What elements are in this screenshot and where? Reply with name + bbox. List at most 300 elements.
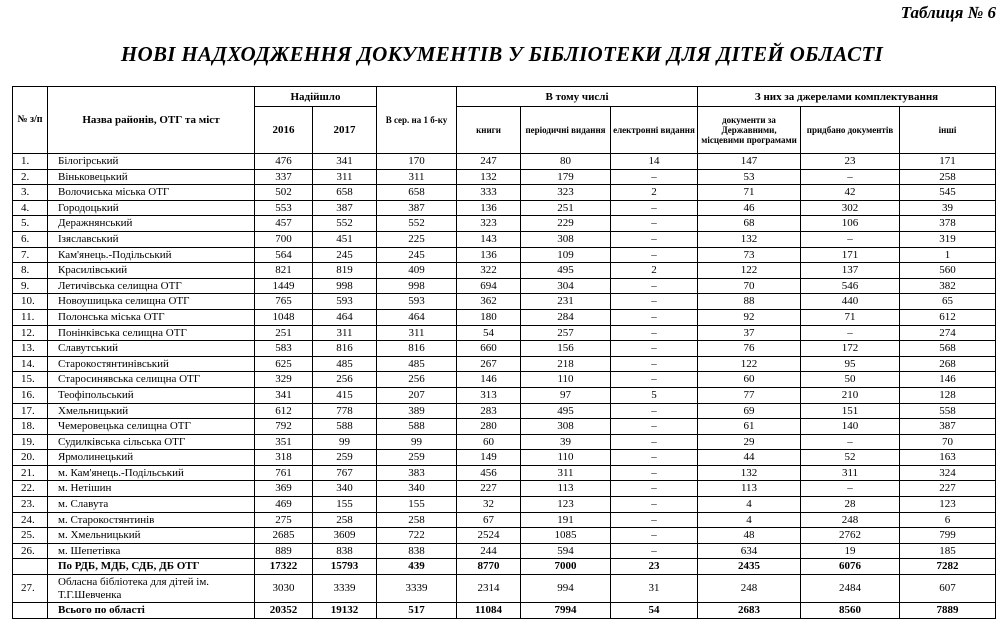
table-row [13, 372, 996, 388]
cell-other: 382 [900, 278, 996, 294]
cell-2017: 593 [313, 294, 377, 310]
cell-state-programs: 53 [698, 169, 801, 185]
cell-2016: 612 [255, 403, 313, 419]
cell-other: 6 [900, 512, 996, 528]
cell-books: 146 [457, 372, 521, 388]
cell-periodicals: 7000 [521, 559, 611, 575]
cell-bought: 6076 [801, 559, 900, 575]
cell-number: 9. [13, 278, 48, 294]
cell-state-programs: 60 [698, 372, 801, 388]
cell-state-programs: 4 [698, 512, 801, 528]
cell-2016: 1449 [255, 278, 313, 294]
cell-number: 19. [13, 434, 48, 450]
cell-number [13, 603, 48, 619]
cell-2016: 553 [255, 200, 313, 216]
cell-other: 268 [900, 356, 996, 372]
header-received: Надійшло [255, 87, 377, 107]
cell-number: 25. [13, 528, 48, 544]
cell-periodicals: 110 [521, 372, 611, 388]
cell-electronic: – [611, 341, 698, 357]
table-row [13, 543, 996, 559]
cell-electronic: 14 [611, 154, 698, 170]
cell-number: 20. [13, 450, 48, 466]
cell-other: 319 [900, 231, 996, 247]
cell-books: 54 [457, 325, 521, 341]
cell-name: Летичівська селищна ОТГ [48, 278, 255, 294]
cell-name: м. Кам'янець.-Подільський [48, 465, 255, 481]
cell-state-programs: 132 [698, 231, 801, 247]
cell-state-programs: 113 [698, 481, 801, 497]
cell-2016: 337 [255, 169, 313, 185]
cell-other: 1 [900, 247, 996, 263]
cell-bought: 2484 [801, 575, 900, 603]
table-row [13, 387, 996, 403]
cell-electronic: 54 [611, 603, 698, 619]
cell-bought: 151 [801, 403, 900, 419]
cell-other: 545 [900, 185, 996, 201]
cell-2016: 761 [255, 465, 313, 481]
cell-periodicals: 495 [521, 403, 611, 419]
cell-electronic: – [611, 309, 698, 325]
cell-average: 998 [377, 278, 457, 294]
cell-other: 65 [900, 294, 996, 310]
cell-periodicals: 257 [521, 325, 611, 341]
cell-electronic: – [611, 481, 698, 497]
cell-periodicals: 231 [521, 294, 611, 310]
cell-state-programs: 248 [698, 575, 801, 603]
table-row [13, 434, 996, 450]
table-row [13, 247, 996, 263]
cell-name: Полонська міська ОТГ [48, 309, 255, 325]
cell-periodicals: 594 [521, 543, 611, 559]
cell-books: 8770 [457, 559, 521, 575]
cell-number: 10. [13, 294, 48, 310]
cell-other: 258 [900, 169, 996, 185]
cell-2016: 457 [255, 216, 313, 232]
cell-average: 439 [377, 559, 457, 575]
table-row [13, 341, 996, 357]
cell-electronic: – [611, 200, 698, 216]
cell-books: 11084 [457, 603, 521, 619]
cell-2016: 2685 [255, 528, 313, 544]
cell-other: 560 [900, 263, 996, 279]
cell-books: 322 [457, 263, 521, 279]
cell-average: 3339 [377, 575, 457, 603]
cell-name: Віньковецький [48, 169, 255, 185]
cell-average: 409 [377, 263, 457, 279]
cell-electronic: – [611, 465, 698, 481]
cell-state-programs: 68 [698, 216, 801, 232]
cell-books: 132 [457, 169, 521, 185]
cell-2017: 311 [313, 169, 377, 185]
cell-average: 259 [377, 450, 457, 466]
cell-electronic: 31 [611, 575, 698, 603]
cell-average: 464 [377, 309, 457, 325]
cell-number: 13. [13, 341, 48, 357]
cell-name: Старосинявська селищна ОТГ [48, 372, 255, 388]
cell-number: 12. [13, 325, 48, 341]
header-other: інші [900, 107, 996, 154]
cell-electronic: 5 [611, 387, 698, 403]
table-row [13, 481, 996, 497]
cell-electronic: – [611, 169, 698, 185]
cell-electronic: – [611, 247, 698, 263]
cell-average: 340 [377, 481, 457, 497]
cell-2017: 778 [313, 403, 377, 419]
cell-bought: 546 [801, 278, 900, 294]
cell-number: 1. [13, 154, 48, 170]
cell-periodicals: 109 [521, 247, 611, 263]
cell-2016: 329 [255, 372, 313, 388]
cell-number: 14. [13, 356, 48, 372]
regional-library-row [13, 575, 996, 603]
cell-average: 99 [377, 434, 457, 450]
cell-bought: 172 [801, 341, 900, 357]
cell-bought: – [801, 325, 900, 341]
cell-bought: 106 [801, 216, 900, 232]
cell-bought: 19 [801, 543, 900, 559]
cell-books: 694 [457, 278, 521, 294]
cell-average: 258 [377, 512, 457, 528]
cell-bought: 23 [801, 154, 900, 170]
cell-books: 244 [457, 543, 521, 559]
cell-2017: 340 [313, 481, 377, 497]
cell-bought: 140 [801, 419, 900, 435]
cell-name: м. Шепетівка [48, 543, 255, 559]
cell-name: м. Старокостянтинів [48, 512, 255, 528]
cell-periodicals: 110 [521, 450, 611, 466]
cell-2017: 415 [313, 387, 377, 403]
cell-name: Городоцький [48, 200, 255, 216]
cell-name: Понінківська селищна ОТГ [48, 325, 255, 341]
cell-number: 11. [13, 309, 48, 325]
cell-name: Новоушицька селищна ОТГ [48, 294, 255, 310]
cell-number: 15. [13, 372, 48, 388]
cell-electronic: – [611, 512, 698, 528]
cell-other: 568 [900, 341, 996, 357]
header-sources: З них за джерелами комплектування [698, 87, 996, 107]
cell-state-programs: 2683 [698, 603, 801, 619]
cell-other: 70 [900, 434, 996, 450]
cell-2017: 256 [313, 372, 377, 388]
cell-2017: 588 [313, 419, 377, 435]
cell-2016: 765 [255, 294, 313, 310]
cell-average: 245 [377, 247, 457, 263]
cell-periodicals: 97 [521, 387, 611, 403]
table-row [13, 278, 996, 294]
cell-2016: 369 [255, 481, 313, 497]
cell-name: Всього по області [48, 603, 255, 619]
cell-other: 171 [900, 154, 996, 170]
cell-bought: – [801, 481, 900, 497]
cell-name: Ярмолинецький [48, 450, 255, 466]
cell-periodicals: 39 [521, 434, 611, 450]
cell-2016: 625 [255, 356, 313, 372]
cell-average: 170 [377, 154, 457, 170]
cell-state-programs: 73 [698, 247, 801, 263]
cell-2016: 3030 [255, 575, 313, 603]
cell-other: 227 [900, 481, 996, 497]
cell-2016: 20352 [255, 603, 313, 619]
cell-other: 128 [900, 387, 996, 403]
cell-number: 2. [13, 169, 48, 185]
cell-books: 267 [457, 356, 521, 372]
cell-average: 256 [377, 372, 457, 388]
cell-other: 274 [900, 325, 996, 341]
total-row [13, 603, 996, 619]
cell-2017: 485 [313, 356, 377, 372]
cell-number: 21. [13, 465, 48, 481]
cell-books: 313 [457, 387, 521, 403]
cell-electronic: – [611, 450, 698, 466]
cell-average: 658 [377, 185, 457, 201]
cell-bought: 52 [801, 450, 900, 466]
cell-state-programs: 634 [698, 543, 801, 559]
cell-name: Білогірський [48, 154, 255, 170]
cell-electronic: 2 [611, 263, 698, 279]
table-number: Таблиця № 6 [900, 3, 996, 22]
cell-periodicals: 311 [521, 465, 611, 481]
cell-average: 838 [377, 543, 457, 559]
cell-electronic: – [611, 231, 698, 247]
cell-2017: 19132 [313, 603, 377, 619]
header-electronic: електронні видання [611, 107, 698, 154]
cell-other: 558 [900, 403, 996, 419]
table-row [13, 419, 996, 435]
table-row [13, 325, 996, 341]
table-row [13, 497, 996, 513]
cell-other: 7889 [900, 603, 996, 619]
cell-average: 552 [377, 216, 457, 232]
cell-average: 517 [377, 603, 457, 619]
cell-2016: 502 [255, 185, 313, 201]
cell-number: 16. [13, 387, 48, 403]
cell-books: 333 [457, 185, 521, 201]
cell-other: 123 [900, 497, 996, 513]
cell-state-programs: 44 [698, 450, 801, 466]
cell-name: Чемеровецька селищна ОТГ [48, 419, 255, 435]
cell-average: 389 [377, 403, 457, 419]
cell-name: По РДБ, МДБ, СДБ, ДБ ОТГ [48, 559, 255, 575]
cell-2017: 552 [313, 216, 377, 232]
cell-2017: 245 [313, 247, 377, 263]
cell-state-programs: 29 [698, 434, 801, 450]
cell-number: 24. [13, 512, 48, 528]
cell-books: 456 [457, 465, 521, 481]
header-name: Назва районів, ОТГ та міст [48, 87, 255, 154]
cell-electronic: – [611, 497, 698, 513]
cell-bought: 2762 [801, 528, 900, 544]
cell-number: 4. [13, 200, 48, 216]
cell-periodicals: 156 [521, 341, 611, 357]
table-row [13, 403, 996, 419]
cell-bought: – [801, 434, 900, 450]
cell-bought: 311 [801, 465, 900, 481]
cell-electronic: – [611, 216, 698, 232]
cell-periodicals: 229 [521, 216, 611, 232]
cell-state-programs: 88 [698, 294, 801, 310]
cell-books: 660 [457, 341, 521, 357]
cell-state-programs: 71 [698, 185, 801, 201]
cell-bought: 28 [801, 497, 900, 513]
cell-average: 722 [377, 528, 457, 544]
cell-electronic: 2 [611, 185, 698, 201]
cell-state-programs: 2435 [698, 559, 801, 575]
cell-bought: 171 [801, 247, 900, 263]
cell-electronic: – [611, 434, 698, 450]
header-number: № з/п [13, 87, 48, 154]
cell-number: 6. [13, 231, 48, 247]
table-row [13, 309, 996, 325]
cell-name: Кам'янець.-Подільський [48, 247, 255, 263]
cell-electronic: – [611, 325, 698, 341]
table-row [13, 356, 996, 372]
header-average: В сер. на 1 б-ку [377, 87, 457, 154]
cell-average: 593 [377, 294, 457, 310]
table-row [13, 185, 996, 201]
cell-2017: 258 [313, 512, 377, 528]
cell-name: Деражнянський [48, 216, 255, 232]
cell-number: 26. [13, 543, 48, 559]
cell-bought: 302 [801, 200, 900, 216]
cell-state-programs: 77 [698, 387, 801, 403]
cell-bought: 42 [801, 185, 900, 201]
cell-electronic: – [611, 278, 698, 294]
cell-number: 7. [13, 247, 48, 263]
cell-2017: 816 [313, 341, 377, 357]
cell-books: 60 [457, 434, 521, 450]
cell-other: 799 [900, 528, 996, 544]
cell-name: Ізяславський [48, 231, 255, 247]
cell-books: 323 [457, 216, 521, 232]
cell-periodicals: 323 [521, 185, 611, 201]
cell-number: 18. [13, 419, 48, 435]
table-row [13, 216, 996, 232]
cell-periodicals: 308 [521, 231, 611, 247]
cell-average: 383 [377, 465, 457, 481]
cell-other: 7282 [900, 559, 996, 575]
subtotal-row [13, 559, 996, 575]
cell-books: 67 [457, 512, 521, 528]
cell-2017: 3339 [313, 575, 377, 603]
cell-2016: 476 [255, 154, 313, 170]
cell-other: 612 [900, 309, 996, 325]
cell-books: 136 [457, 200, 521, 216]
cell-books: 32 [457, 497, 521, 513]
cell-average: 155 [377, 497, 457, 513]
cell-periodicals: 251 [521, 200, 611, 216]
cell-2016: 341 [255, 387, 313, 403]
cell-2016: 821 [255, 263, 313, 279]
header-bought: придбано документів [801, 107, 900, 154]
cell-other: 387 [900, 419, 996, 435]
cell-state-programs: 76 [698, 341, 801, 357]
cell-books: 2524 [457, 528, 521, 544]
cell-periodicals: 284 [521, 309, 611, 325]
cell-average: 207 [377, 387, 457, 403]
table-row [13, 465, 996, 481]
cell-state-programs: 147 [698, 154, 801, 170]
cell-other: 378 [900, 216, 996, 232]
cell-electronic: – [611, 403, 698, 419]
cell-2016: 564 [255, 247, 313, 263]
cell-state-programs: 92 [698, 309, 801, 325]
cell-periodicals: 218 [521, 356, 611, 372]
cell-2017: 838 [313, 543, 377, 559]
cell-number: 17. [13, 403, 48, 419]
cell-2016: 469 [255, 497, 313, 513]
cell-bought: – [801, 231, 900, 247]
cell-2016: 251 [255, 325, 313, 341]
cell-other: 146 [900, 372, 996, 388]
cell-number: 3. [13, 185, 48, 201]
cell-average: 311 [377, 325, 457, 341]
header-state-programs: документи за Державними, місцевими програмами [698, 107, 801, 154]
cell-2017: 3609 [313, 528, 377, 544]
cell-periodicals: 179 [521, 169, 611, 185]
cell-2016: 889 [255, 543, 313, 559]
cell-books: 143 [457, 231, 521, 247]
cell-periodicals: 80 [521, 154, 611, 170]
cell-periodicals: 7994 [521, 603, 611, 619]
cell-bought: 440 [801, 294, 900, 310]
cell-state-programs: 122 [698, 356, 801, 372]
cell-bought: 71 [801, 309, 900, 325]
cell-2016: 351 [255, 434, 313, 450]
cell-number: 8. [13, 263, 48, 279]
cell-name: Обласна бібліотека для дітей ім. Т.Г.Шевченка [48, 575, 255, 603]
library-acquisitions-table [12, 86, 996, 619]
table-row [13, 528, 996, 544]
cell-electronic: – [611, 528, 698, 544]
cell-books: 280 [457, 419, 521, 435]
header-2017: 2017 [313, 107, 377, 154]
cell-average: 387 [377, 200, 457, 216]
cell-periodicals: 1085 [521, 528, 611, 544]
cell-2017: 767 [313, 465, 377, 481]
cell-2017: 99 [313, 434, 377, 450]
cell-bought: 95 [801, 356, 900, 372]
cell-number: 5. [13, 216, 48, 232]
table-row [13, 231, 996, 247]
cell-name: м. Хмельницький [48, 528, 255, 544]
cell-name: м. Нетішин [48, 481, 255, 497]
cell-2017: 387 [313, 200, 377, 216]
cell-books: 180 [457, 309, 521, 325]
cell-number [13, 559, 48, 575]
cell-state-programs: 46 [698, 200, 801, 216]
cell-state-programs: 132 [698, 465, 801, 481]
cell-periodicals: 304 [521, 278, 611, 294]
cell-2016: 318 [255, 450, 313, 466]
cell-state-programs: 69 [698, 403, 801, 419]
cell-2017: 658 [313, 185, 377, 201]
cell-books: 227 [457, 481, 521, 497]
cell-2016: 17322 [255, 559, 313, 575]
cell-periodicals: 994 [521, 575, 611, 603]
table-row [13, 154, 996, 170]
cell-other: 607 [900, 575, 996, 603]
cell-books: 2314 [457, 575, 521, 603]
cell-state-programs: 37 [698, 325, 801, 341]
cell-name: Хмельницький [48, 403, 255, 419]
header-books: книги [457, 107, 521, 154]
cell-electronic: – [611, 294, 698, 310]
cell-2016: 700 [255, 231, 313, 247]
table-row [13, 169, 996, 185]
cell-periodicals: 123 [521, 497, 611, 513]
cell-average: 588 [377, 419, 457, 435]
